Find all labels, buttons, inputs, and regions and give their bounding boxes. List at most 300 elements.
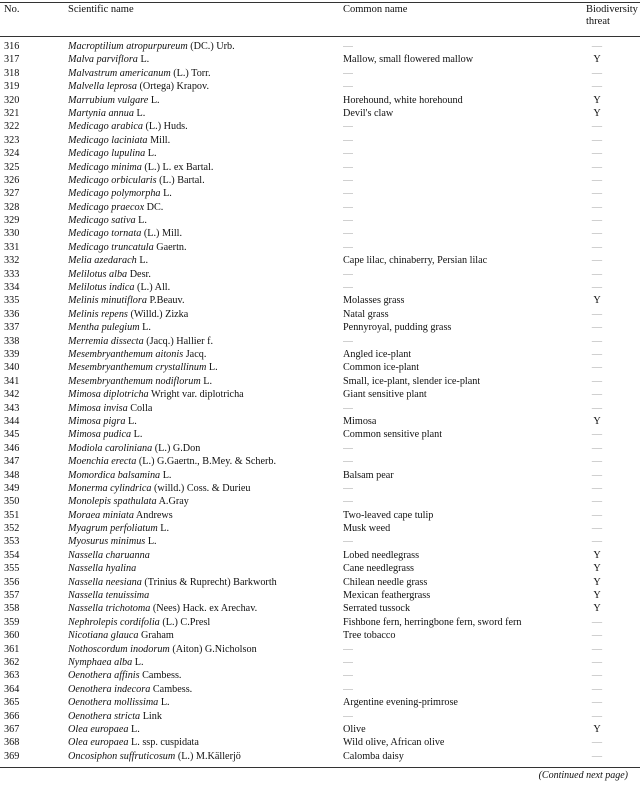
authority: (L.) Bartal. xyxy=(159,174,205,186)
row-number: 343 xyxy=(4,402,20,414)
scientific-name xyxy=(68,174,205,187)
scientific-name xyxy=(68,388,244,401)
scientific-name xyxy=(68,67,211,80)
binomial: Mesembryanthemum aitonis xyxy=(68,348,184,360)
table-row xyxy=(0,562,640,575)
table-row xyxy=(0,602,640,615)
row-number: 345 xyxy=(4,429,20,441)
common-name: Two-leaved cape tulip xyxy=(343,509,434,521)
binomial: Medicago polymorpha xyxy=(68,188,161,200)
table-row xyxy=(0,522,640,535)
scientific-name xyxy=(68,656,144,669)
authority: Wright var. diplotricha xyxy=(151,389,244,401)
authority: L. xyxy=(134,656,144,668)
biodiversity-threat: — xyxy=(591,215,603,227)
authority: L. xyxy=(139,255,149,267)
authority: L. xyxy=(147,148,157,160)
authority: L. xyxy=(150,94,160,106)
table-row xyxy=(0,241,640,254)
biodiversity-threat: — xyxy=(591,616,603,628)
common-name: — xyxy=(343,121,354,133)
authority: Link xyxy=(142,710,162,722)
authority: DC. xyxy=(146,201,164,213)
common-name: Cape lilac, chinaberry, Persian lilac xyxy=(343,255,488,267)
biodiversity-threat: — xyxy=(591,737,603,749)
common-name: — xyxy=(343,282,354,294)
row-number: 344 xyxy=(4,415,20,427)
row-number: 317 xyxy=(4,54,20,66)
binomial: Mimosa pigra xyxy=(68,415,126,427)
scientific-name xyxy=(68,107,145,120)
authority: Mill. xyxy=(150,134,171,146)
row-number: 356 xyxy=(4,576,20,588)
common-name: Mallow, small flowered mallow xyxy=(343,54,474,66)
common-name: Cane needlegrass xyxy=(343,563,414,575)
table-row xyxy=(0,308,640,321)
biodiversity-threat: — xyxy=(591,282,603,294)
binomial: Macroptilium atropurpureum xyxy=(68,41,188,52)
biodiversity-threat: — xyxy=(591,348,603,360)
authority: (DC.) Urb. xyxy=(190,41,235,52)
row-number: 361 xyxy=(4,643,20,655)
common-name: Giant sensitive plant xyxy=(343,389,427,401)
scientific-name xyxy=(68,736,199,749)
authority: L. xyxy=(162,469,172,481)
binomial: Olea europaea xyxy=(68,737,129,749)
row-number: 325 xyxy=(4,161,20,173)
table-row xyxy=(0,174,640,187)
row-number: 337 xyxy=(4,322,20,334)
authority: Jacq. xyxy=(185,348,207,360)
authority: L. xyxy=(208,362,218,374)
biodiversity-threat: — xyxy=(591,322,603,334)
scientific-name xyxy=(68,308,188,321)
authority: L. xyxy=(133,429,143,441)
row-number: 364 xyxy=(4,683,20,695)
row-number: 333 xyxy=(4,268,20,280)
table-row xyxy=(0,361,640,374)
common-name: — xyxy=(343,643,354,655)
binomial: Melia azedarach xyxy=(68,255,137,267)
biodiversity-threat: — xyxy=(591,656,603,668)
row-number: 362 xyxy=(4,656,20,668)
biodiversity-threat: — xyxy=(591,643,603,655)
scientific-name xyxy=(68,683,192,696)
binomial: Nassella charuanna xyxy=(68,549,150,561)
binomial: Mesembryanthemum crystallinum xyxy=(68,362,207,374)
authority: Cambess. xyxy=(152,683,193,695)
table-row xyxy=(0,509,640,522)
common-name: Lobed needlegrass xyxy=(343,549,420,561)
biodiversity-threat: — xyxy=(591,188,603,200)
biodiversity-threat: — xyxy=(591,469,603,481)
scientific-name xyxy=(68,495,189,508)
scientific-name xyxy=(68,522,169,535)
binomial: Oenothera indecora xyxy=(68,683,151,695)
common-name: — xyxy=(343,134,354,146)
binomial: Moraea miniata xyxy=(68,509,134,521)
row-number: 350 xyxy=(4,496,20,508)
table-row xyxy=(0,428,640,441)
table-row xyxy=(0,227,640,240)
biodiversity-threat: — xyxy=(591,750,603,762)
biodiversity-threat: — xyxy=(591,402,603,414)
common-name: Tree tobacco xyxy=(343,630,396,642)
table-row xyxy=(0,736,640,749)
row-number: 358 xyxy=(4,603,20,615)
species-table-body xyxy=(0,40,640,763)
scientific-name xyxy=(68,469,171,482)
biodiversity-threat: — xyxy=(591,509,603,521)
binomial: Nassella neesiana xyxy=(68,576,142,588)
common-name: Horehound, white horehound xyxy=(343,94,463,106)
scientific-name xyxy=(68,80,209,93)
table-row xyxy=(0,683,640,696)
biodiversity-threat: — xyxy=(591,308,603,320)
binomial: Medicago minima xyxy=(68,161,142,173)
row-number: 351 xyxy=(4,509,20,521)
biodiversity-threat: — xyxy=(591,362,603,374)
row-number: 360 xyxy=(4,630,20,642)
binomial: Oncosiphon suffruticosum xyxy=(68,750,176,762)
scientific-name xyxy=(68,335,213,348)
common-name: — xyxy=(343,228,354,240)
row-number: 341 xyxy=(4,375,20,387)
table-row xyxy=(0,161,640,174)
common-name: Calomba daisy xyxy=(343,750,404,762)
row-number: 332 xyxy=(4,255,20,267)
table-row xyxy=(0,669,640,682)
table-row xyxy=(0,656,640,669)
table-row xyxy=(0,120,640,133)
biodiversity-threat: — xyxy=(591,148,603,160)
biodiversity-threat: — xyxy=(591,523,603,535)
table-row xyxy=(0,643,640,656)
common-name: — xyxy=(343,215,354,227)
common-name: — xyxy=(343,536,354,548)
table-row xyxy=(0,375,640,388)
scientific-name xyxy=(68,227,182,240)
binomial: Marrubium vulgare xyxy=(68,94,149,106)
row-number: 323 xyxy=(4,134,20,146)
row-number: 340 xyxy=(4,362,20,374)
common-name: — xyxy=(343,241,354,253)
binomial: Oenothera mollissima xyxy=(68,697,159,709)
scientific-name xyxy=(68,402,152,415)
binomial: Mimosa pudica xyxy=(68,429,132,441)
binomial: Nothoscordum inodorum xyxy=(68,643,170,655)
authority: (L.) Torr. xyxy=(173,67,211,79)
biodiversity-threat: Y xyxy=(593,723,601,735)
authority: L. xyxy=(136,107,146,119)
authority: L. ssp. cuspidata xyxy=(131,737,199,749)
authority: Andrews xyxy=(135,509,173,521)
header-no: No. xyxy=(4,4,20,15)
authority: (L.) All. xyxy=(137,282,171,294)
scientific-name xyxy=(68,549,150,562)
row-number: 368 xyxy=(4,737,20,749)
binomial: Monerma cylindrica xyxy=(68,482,152,494)
row-number: 342 xyxy=(4,389,20,401)
biodiversity-threat: Y xyxy=(593,603,601,615)
scientific-name xyxy=(68,589,149,602)
scientific-name xyxy=(68,361,218,374)
binomial: Mimosa invisa xyxy=(68,402,128,414)
row-number: 331 xyxy=(4,241,20,253)
authority: L. xyxy=(160,697,170,709)
authority: (Aiton) G.Nicholson xyxy=(172,643,257,655)
row-number: 335 xyxy=(4,295,20,307)
biodiversity-threat: Y xyxy=(593,295,601,307)
authority: (Nees) Hack. ex Arechav. xyxy=(152,603,258,615)
authority: L. xyxy=(163,188,172,200)
common-name: Common ice-plant xyxy=(343,362,420,374)
row-number: 353 xyxy=(4,536,20,548)
binomial: Medicago arabica xyxy=(68,121,143,133)
row-number: 329 xyxy=(4,215,20,227)
common-name: Pennyroyal, pudding grass xyxy=(343,322,452,334)
header-rule xyxy=(0,36,640,37)
biodiversity-threat: Y xyxy=(593,563,601,575)
common-name: — xyxy=(343,683,354,695)
biodiversity-threat: — xyxy=(591,255,603,267)
table-row xyxy=(0,415,640,428)
biodiversity-threat: Y xyxy=(593,94,601,106)
authority: L. xyxy=(131,723,140,735)
binomial: Medicago laciniata xyxy=(68,134,148,146)
common-name: — xyxy=(343,710,354,722)
scientific-name xyxy=(68,696,170,709)
table-row xyxy=(0,40,640,53)
authority: L. xyxy=(160,523,170,535)
common-name: — xyxy=(343,482,354,494)
table-row xyxy=(0,348,640,361)
scientific-name xyxy=(68,321,151,334)
authority: (Jacq.) Hallier f. xyxy=(146,335,214,347)
table-row xyxy=(0,388,640,401)
binomial: Medicago sativa xyxy=(68,215,136,227)
binomial: Melinis minutiflora xyxy=(68,295,147,307)
authority: (L.) M.Källerjö xyxy=(177,750,241,762)
binomial: Malvella leprosa xyxy=(68,81,137,93)
binomial: Nymphaea alba xyxy=(68,656,133,668)
table-row xyxy=(0,147,640,160)
table-row xyxy=(0,201,640,214)
table-row xyxy=(0,589,640,602)
common-name: Argentine evening-primrose xyxy=(343,697,458,709)
common-name: — xyxy=(343,496,354,508)
biodiversity-threat: — xyxy=(591,496,603,508)
biodiversity-threat: — xyxy=(591,697,603,709)
authority: L. xyxy=(203,375,213,387)
biodiversity-threat: — xyxy=(591,161,603,173)
row-number: 316 xyxy=(4,41,20,52)
binomial: Malvastrum americanum xyxy=(68,67,171,79)
table-row xyxy=(0,723,640,736)
common-name: — xyxy=(343,67,354,79)
table-row xyxy=(0,455,640,468)
common-name: Devil's claw xyxy=(343,107,394,119)
binomial: Myagrum perfoliatum xyxy=(68,523,158,535)
row-number: 318 xyxy=(4,67,20,79)
table-row xyxy=(0,469,640,482)
bottom-rule xyxy=(0,767,640,768)
binomial: Melilotus indica xyxy=(68,282,135,294)
top-rule xyxy=(0,2,640,3)
scientific-name xyxy=(68,723,140,736)
common-name: Chilean needle grass xyxy=(343,576,428,588)
common-name: Wild olive, African olive xyxy=(343,737,445,749)
header-common-name: Common name xyxy=(343,4,408,15)
binomial: Nassella trichotoma xyxy=(68,603,151,615)
common-name: — xyxy=(343,174,354,186)
table-row xyxy=(0,187,640,200)
authority: A.Gray xyxy=(158,496,189,508)
binomial: Medicago orbicularis xyxy=(68,174,157,186)
common-name: — xyxy=(343,670,354,682)
scientific-name xyxy=(68,629,174,642)
row-number: 366 xyxy=(4,710,20,722)
biodiversity-threat: Y xyxy=(593,107,601,119)
common-name: — xyxy=(343,335,354,347)
common-name: — xyxy=(343,41,354,52)
authority: (Trinius & Ruprecht) Barkworth xyxy=(144,576,277,588)
authority: L. xyxy=(147,536,157,548)
scientific-name xyxy=(68,576,277,589)
scientific-name xyxy=(68,616,210,629)
authority: L. xyxy=(140,54,150,66)
table-row xyxy=(0,94,640,107)
table-row xyxy=(0,53,640,66)
table-row xyxy=(0,442,640,455)
scientific-name xyxy=(68,40,235,53)
scientific-name xyxy=(68,348,206,361)
table-row xyxy=(0,294,640,307)
row-number: 349 xyxy=(4,482,20,494)
biodiversity-threat: — xyxy=(591,670,603,682)
authority: Graham xyxy=(141,630,174,642)
common-name: — xyxy=(343,656,354,668)
binomial: Momordica balsamina xyxy=(68,469,161,481)
row-number: 348 xyxy=(4,469,20,481)
row-number: 320 xyxy=(4,94,20,106)
row-number: 363 xyxy=(4,670,20,682)
scientific-name xyxy=(68,214,147,227)
scientific-name xyxy=(68,643,257,656)
authority: (Ortega) Krapov. xyxy=(139,81,209,93)
row-number: 324 xyxy=(4,148,20,160)
biodiversity-threat: — xyxy=(591,710,603,722)
table-row xyxy=(0,576,640,589)
biodiversity-threat: — xyxy=(591,228,603,240)
common-name: Natal grass xyxy=(343,308,389,320)
row-number: 359 xyxy=(4,616,20,628)
header-scientific-name: Scientific name xyxy=(68,4,134,15)
common-name: Molasses grass xyxy=(343,295,405,307)
authority: (L.) Mill. xyxy=(143,228,183,240)
scientific-name xyxy=(68,428,142,441)
common-name: Common sensitive plant xyxy=(343,429,443,441)
scientific-name xyxy=(68,120,188,133)
row-number: 328 xyxy=(4,201,20,213)
biodiversity-threat: — xyxy=(591,389,603,401)
authority: (L.) G.Don xyxy=(154,442,201,454)
biodiversity-threat: — xyxy=(591,456,603,468)
biodiversity-threat: Y xyxy=(593,590,601,602)
table-row xyxy=(0,134,640,147)
row-number: 346 xyxy=(4,442,20,454)
binomial: Nicotiana glauca xyxy=(68,630,139,642)
binomial: Myosurus minimus xyxy=(68,536,146,548)
binomial: Melinis repens xyxy=(68,308,128,320)
row-number: 326 xyxy=(4,174,20,186)
biodiversity-threat: — xyxy=(591,335,603,347)
binomial: Mimosa diplotricha xyxy=(68,389,149,401)
row-number: 355 xyxy=(4,563,20,575)
scientific-name xyxy=(68,94,160,107)
table-row xyxy=(0,629,640,642)
authority: P.Beauv. xyxy=(149,295,185,307)
table-row xyxy=(0,495,640,508)
biodiversity-threat: — xyxy=(591,630,603,642)
binomial: Monolepis spathulata xyxy=(68,496,157,508)
row-number: 336 xyxy=(4,308,20,320)
binomial: Mentha pulegium xyxy=(68,322,140,334)
binomial: Oenothera affinis xyxy=(68,670,140,682)
table-row xyxy=(0,335,640,348)
binomial: Oenothera stricta xyxy=(68,710,141,722)
common-name: Balsam pear xyxy=(343,469,394,481)
table-row xyxy=(0,254,640,267)
common-name: — xyxy=(343,81,354,93)
common-name: — xyxy=(343,442,354,454)
scientific-name xyxy=(68,710,162,723)
common-name: — xyxy=(343,188,354,200)
common-name: — xyxy=(343,201,354,213)
scientific-name xyxy=(68,254,148,267)
table-row xyxy=(0,482,640,495)
common-name: Musk weed xyxy=(343,523,391,535)
scientific-name xyxy=(68,241,187,254)
authority: (L.) L. ex Bartal. xyxy=(144,161,214,173)
authority: Gaertn. xyxy=(156,241,187,253)
common-name: Angled ice-plant xyxy=(343,348,412,360)
binomial: Modiola caroliniana xyxy=(68,442,153,454)
scientific-name xyxy=(68,268,151,281)
table-row xyxy=(0,696,640,709)
common-name: — xyxy=(343,402,354,414)
common-name: Olive xyxy=(343,723,366,735)
biodiversity-threat: — xyxy=(591,201,603,213)
biodiversity-threat: — xyxy=(591,121,603,133)
scientific-name xyxy=(68,602,257,615)
row-number: 322 xyxy=(4,121,20,133)
header-biodiversity-threat: Biodiversity threat xyxy=(586,4,638,27)
binomial: Medicago tornata xyxy=(68,228,142,240)
row-number: 339 xyxy=(4,348,20,360)
biodiversity-threat: — xyxy=(591,442,603,454)
row-number: 367 xyxy=(4,723,20,735)
scientific-name xyxy=(68,187,172,200)
biodiversity-threat: Y xyxy=(593,576,601,588)
authority: (L.) G.Gaertn., B.Mey. & Scherb. xyxy=(138,456,277,468)
scientific-name xyxy=(68,415,137,428)
table-row xyxy=(0,710,640,723)
row-number: 330 xyxy=(4,228,20,240)
scientific-name xyxy=(68,750,241,763)
table-row xyxy=(0,616,640,629)
biodiversity-threat: — xyxy=(591,683,603,695)
